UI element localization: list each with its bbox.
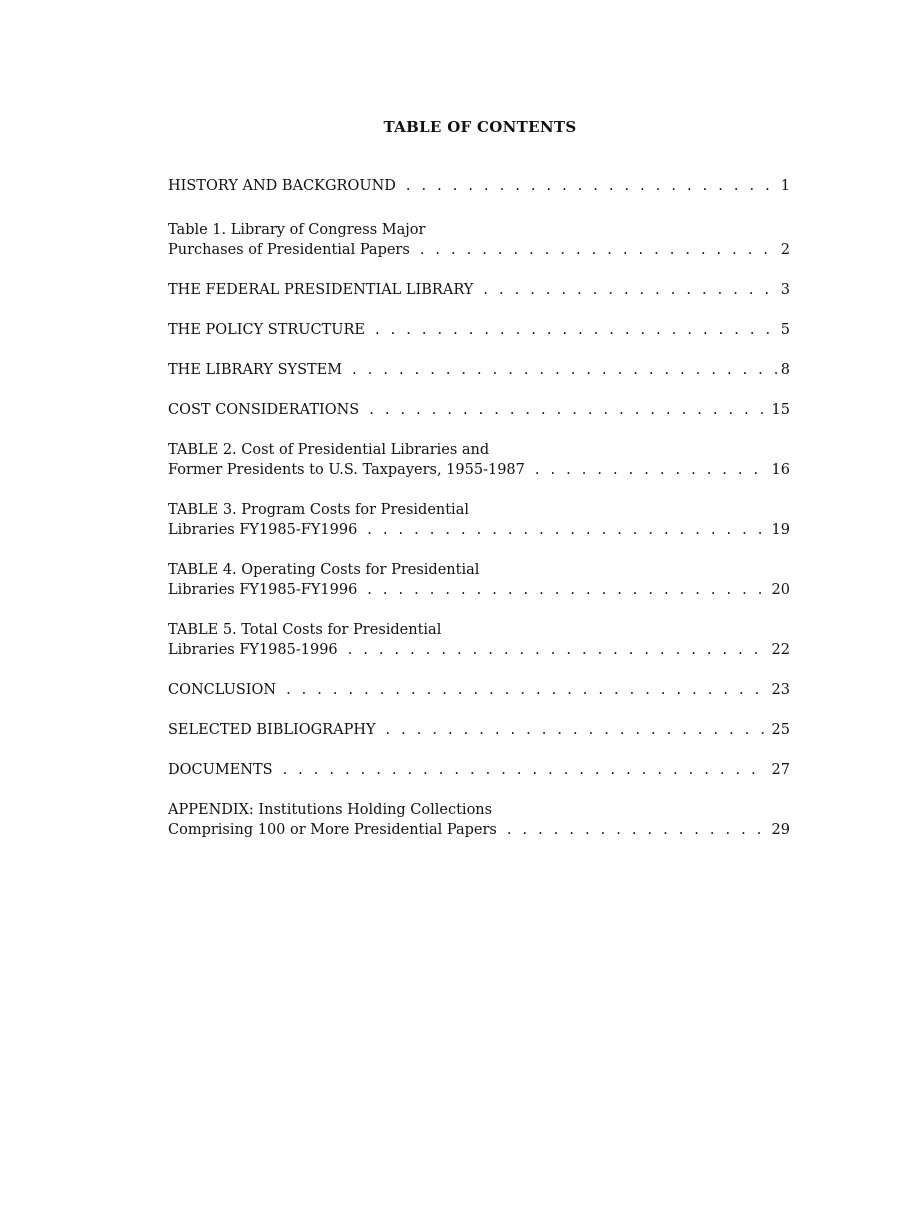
toc-entry-text: TABLE 4. Operating Costs for Presidential (168, 562, 480, 578)
toc-entry-text: CONCLUSION (168, 682, 277, 698)
toc-entry-line (168, 460, 790, 480)
toc-page-number: 3 (780, 282, 790, 298)
toc-entry-text: APPENDIX: Institutions Holding Collections (168, 802, 493, 818)
toc-page-number: 29 (771, 822, 790, 838)
toc-page-number: 15 (771, 402, 790, 418)
toc-entry-table-2 (168, 440, 790, 480)
toc-entry-documents (168, 760, 790, 780)
toc-entry-line (168, 520, 790, 540)
toc-entry-text: TABLE 2. Cost of Presidential Libraries and (168, 442, 490, 458)
toc-entry-line (168, 280, 790, 300)
toc-entry-text: SELECTED BIBLIOGRAPHY (168, 722, 376, 738)
toc-entry-federal-presidential-library (168, 280, 790, 300)
toc-entry-history-and-background (168, 176, 790, 196)
toc-entry-text: Libraries FY1985-1996 (168, 642, 338, 658)
toc-entry-cost-considerations (168, 400, 790, 420)
toc-entry-text: DOCUMENTS (168, 762, 273, 778)
toc-entry-line (168, 320, 790, 340)
toc-page-number: 27 (771, 762, 790, 778)
toc-entry-line (168, 820, 790, 840)
toc-page-number: 8 (780, 362, 790, 378)
toc-entry-table-4 (168, 560, 790, 600)
toc-page-number: 22 (771, 642, 790, 658)
dot-leader (507, 820, 768, 840)
toc-entry-line (168, 176, 790, 196)
toc-entry-line (168, 680, 790, 700)
toc-entry-appendix (168, 800, 790, 840)
toc-entry-text: TABLE 3. Program Costs for Presidential (168, 502, 469, 518)
toc-entry-text: THE POLICY STRUCTURE (168, 322, 366, 338)
dot-leader (352, 360, 777, 380)
toc-entry-table-5 (168, 620, 790, 660)
toc-entry-text: Comprising 100 or More Presidential Papers (168, 822, 497, 838)
toc-entry-line (168, 240, 790, 260)
toc-entry-text: Purchases of Presidential Papers (168, 242, 410, 258)
toc-entry-text: Libraries FY1985-FY1996 (168, 582, 358, 598)
dot-leader (420, 240, 777, 260)
dot-leader (367, 580, 767, 600)
toc-entry-library-system (168, 360, 790, 380)
dot-leader (535, 460, 768, 480)
toc-entry-selected-bibliography (168, 720, 790, 740)
toc-page-number: 16 (771, 462, 790, 478)
toc-page-number: 5 (780, 322, 790, 338)
dot-leader (375, 320, 777, 340)
toc-entry-text: THE LIBRARY SYSTEM (168, 362, 343, 378)
toc-entry-line (168, 360, 790, 380)
toc-page-number: 23 (771, 682, 790, 698)
toc-entry-line (168, 760, 790, 780)
toc-title: TABLE OF CONTENTS (383, 118, 577, 136)
toc-entry-text: COST CONSIDERATIONS (168, 402, 360, 418)
toc-entry-line (168, 640, 790, 660)
toc-entry-line (168, 720, 790, 740)
dot-leader (348, 640, 768, 660)
dot-leader (286, 680, 767, 700)
dot-leader (367, 520, 767, 540)
toc-entry-text: THE FEDERAL PRESIDENTIAL LIBRARY (168, 282, 474, 298)
toc-page-number: 25 (771, 722, 790, 738)
toc-entry-table-3 (168, 500, 790, 540)
toc-page-number: 19 (771, 522, 790, 538)
toc-page-number: 1 (780, 178, 790, 194)
toc-entry-text: Libraries FY1985-FY1996 (168, 522, 358, 538)
dot-leader (483, 280, 776, 300)
toc-entry-policy-structure (168, 320, 790, 340)
toc-entry-line (168, 400, 790, 420)
dot-leader (283, 760, 768, 780)
toc-entry-line (168, 580, 790, 600)
toc-entry-text: HISTORY AND BACKGROUND (168, 178, 396, 194)
dot-leader (369, 400, 767, 420)
toc-page-number: 20 (771, 582, 790, 598)
dot-leader (406, 176, 777, 196)
toc-entry-text: Table 1. Library of Congress Major (168, 222, 426, 238)
toc-entry-conclusion (168, 680, 790, 700)
toc-page-number: 2 (780, 242, 790, 258)
toc-entry-text: Former Presidents to U.S. Taxpayers, 1955-1987 (168, 462, 525, 478)
dot-leader (386, 720, 768, 740)
toc-entry-table-1 (168, 220, 790, 260)
toc-entry-text: TABLE 5. Total Costs for Presidential (168, 622, 442, 638)
